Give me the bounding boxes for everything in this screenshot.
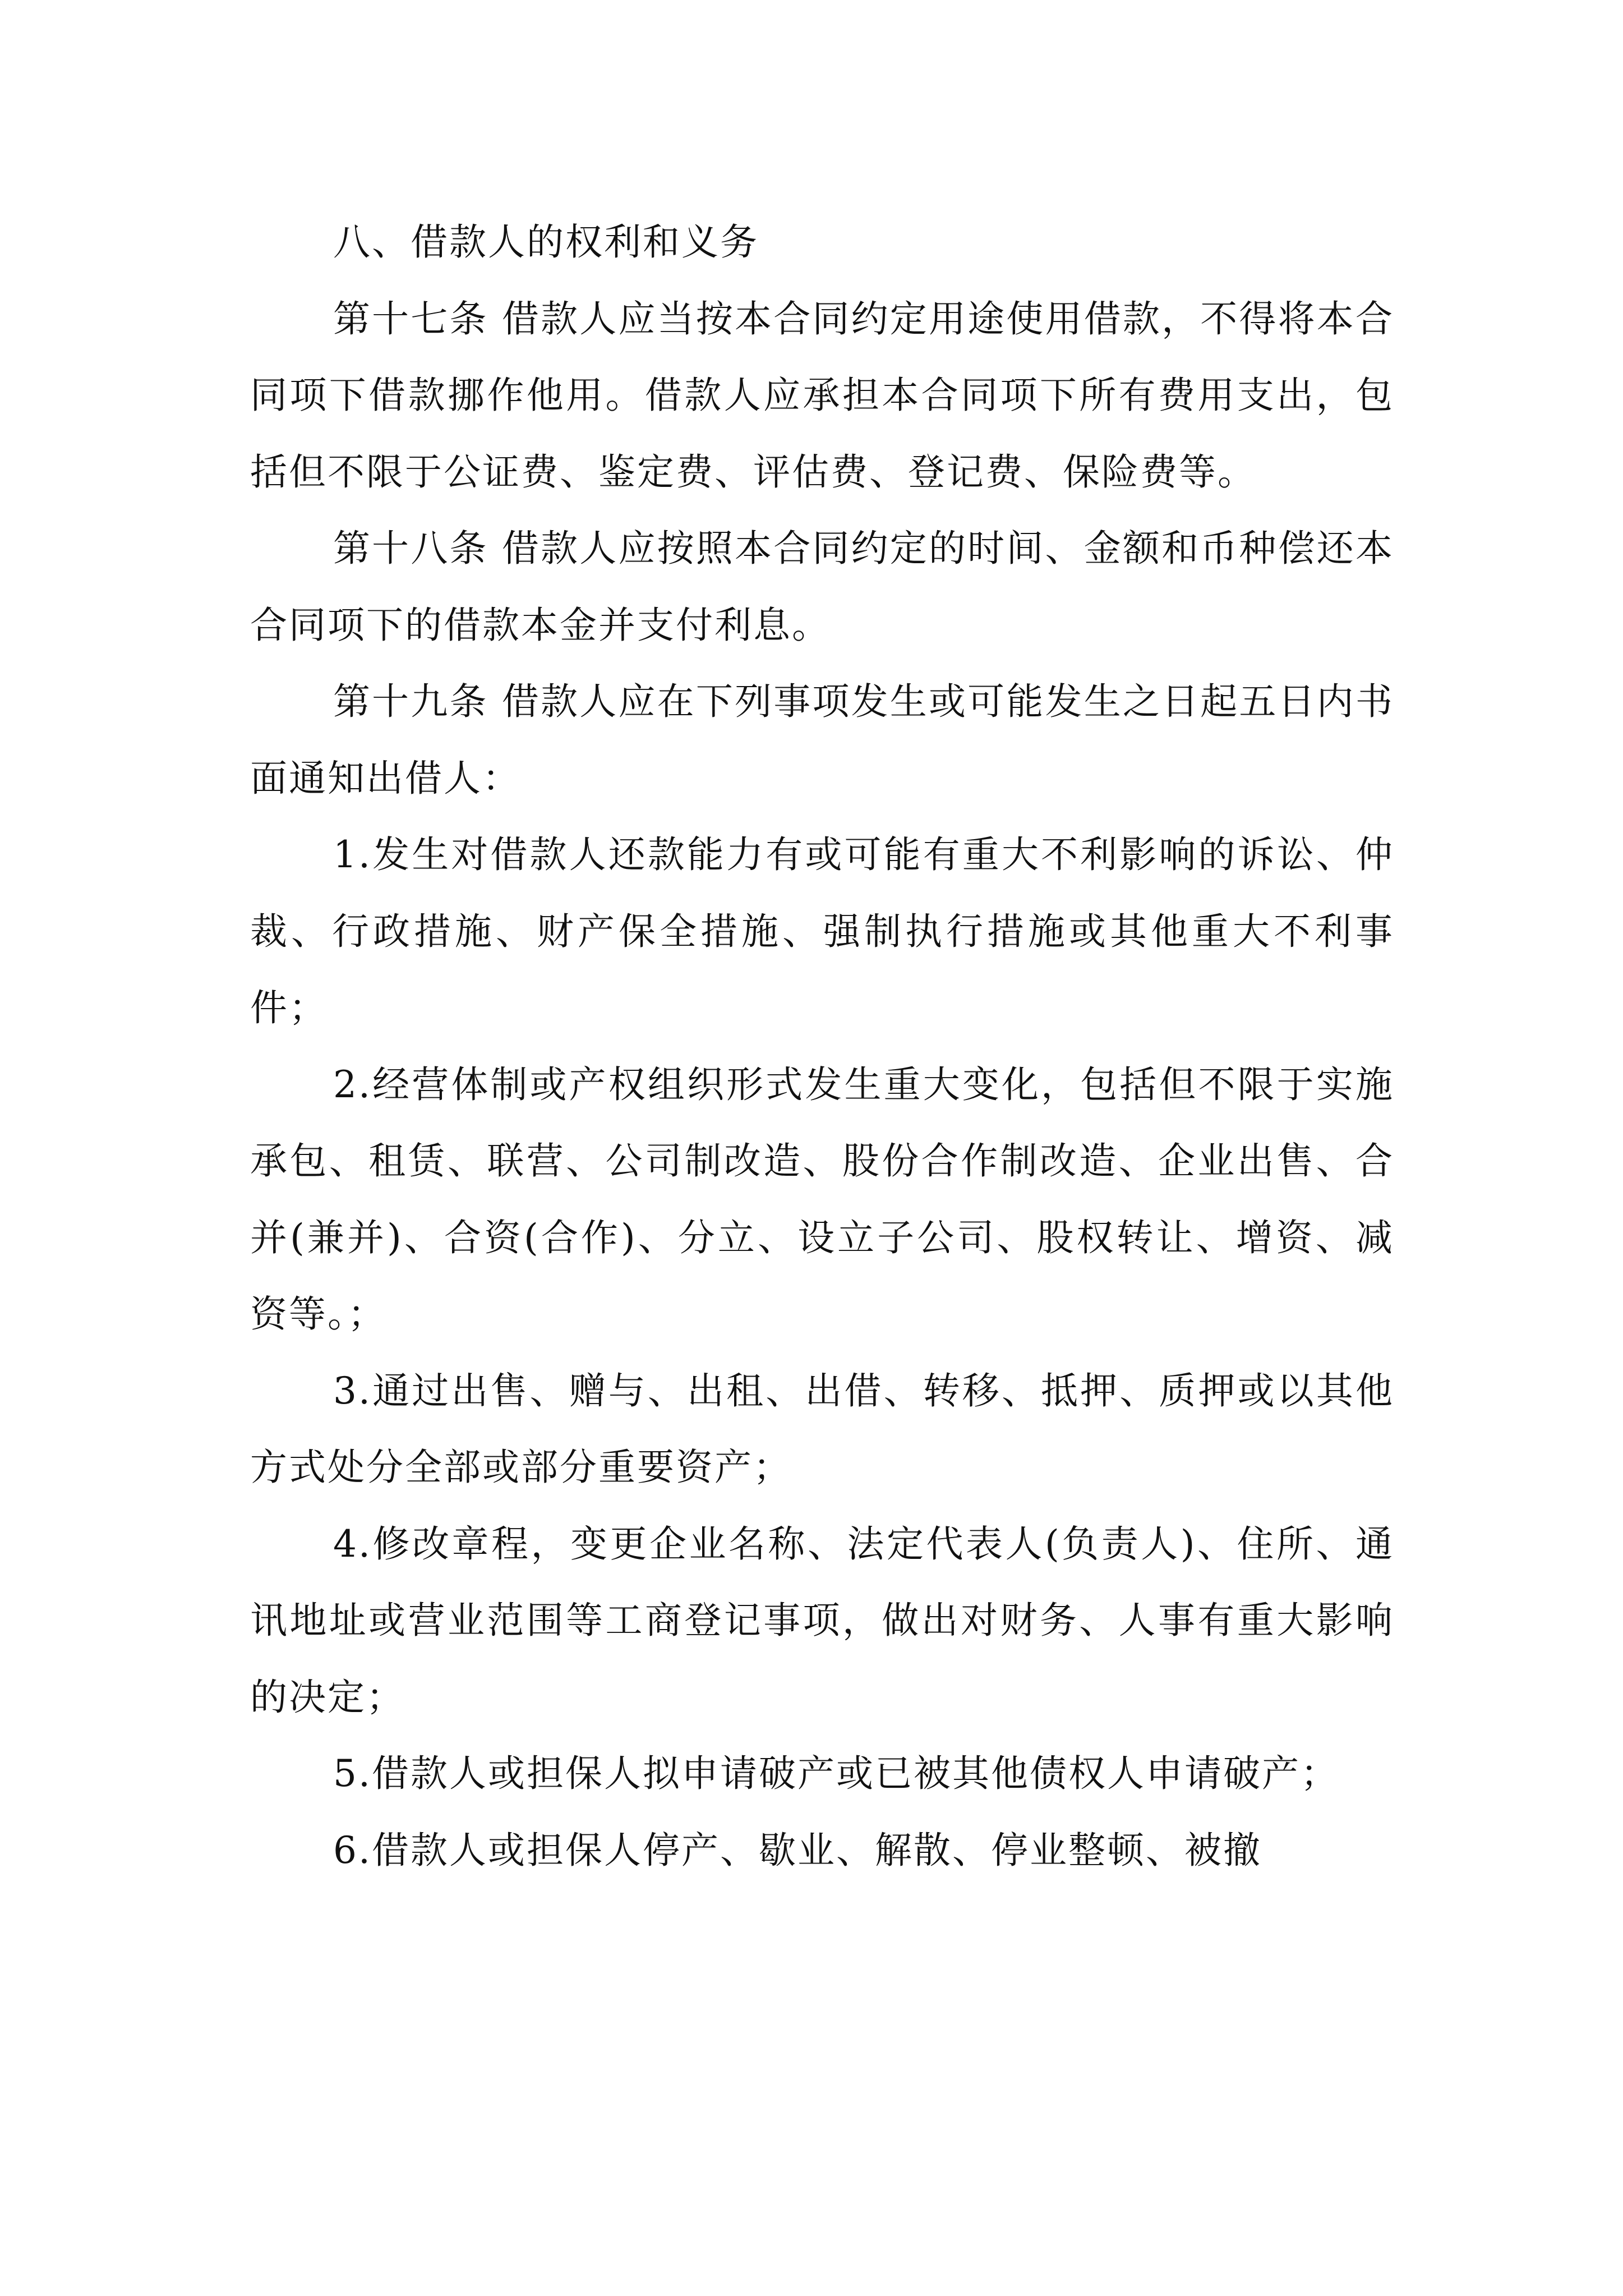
paragraph-article-18: 第十八条 借款人应按照本合同约定的时间、金额和币种偿还本合同项下的借款本金并支付利息。 [250,527,1394,647]
list-item-6: 6.借款人或担保人停产、歇业、解散、停业整顿、被撤 [333,1828,1262,1872]
list-item-5: 5.借款人或担保人拟申请破产或已被其他债权人申请破产； [333,1752,1339,1795]
list-item-1: 1.发生对借款人还款能力有或可能有重大不利影响的诉讼、仲裁、行政措施、财产保全措施、强制执行措施或其他重大不利事件； [250,833,1394,1029]
list-item-2: 2.经营体制或产权组织形式发生重大变化，包括但不限于实施承包、租赁、联营、公司制改造、股份合作制改造、企业出售、合并(兼并)、合资(合作)、分立、设立子公司、股权转让、增资、减资等。； [250,1062,1394,1336]
paragraph-article-19: 第十九条 借款人应在下列事项发生或可能发生之日起五日内书面通知出借人： [250,680,1394,800]
paragraph-article-17: 第十七条 借款人应当按本合同约定用途使用借款，不得将本合同项下借款挪作他用。借款人应承担本合同项下所有费用支出，包括但不限于公证费、鉴定费、评估费、登记费、保险费等。 [250,297,1394,494]
section-heading: 八、借款人的权利和义务 [333,220,759,264]
document-body [250,204,1394,1889]
list-item-4: 4.修改章程，变更企业名称、法定代表人(负责人)、住所、通讯地址或营业范围等工商登记事项，做出对财务、人事有重大影响的决定； [250,1522,1394,1719]
list-item-3: 3.通过出售、赠与、出租、出借、转移、抵押、质押或以其他方式处分全部或部分重要资产； [250,1369,1394,1489]
